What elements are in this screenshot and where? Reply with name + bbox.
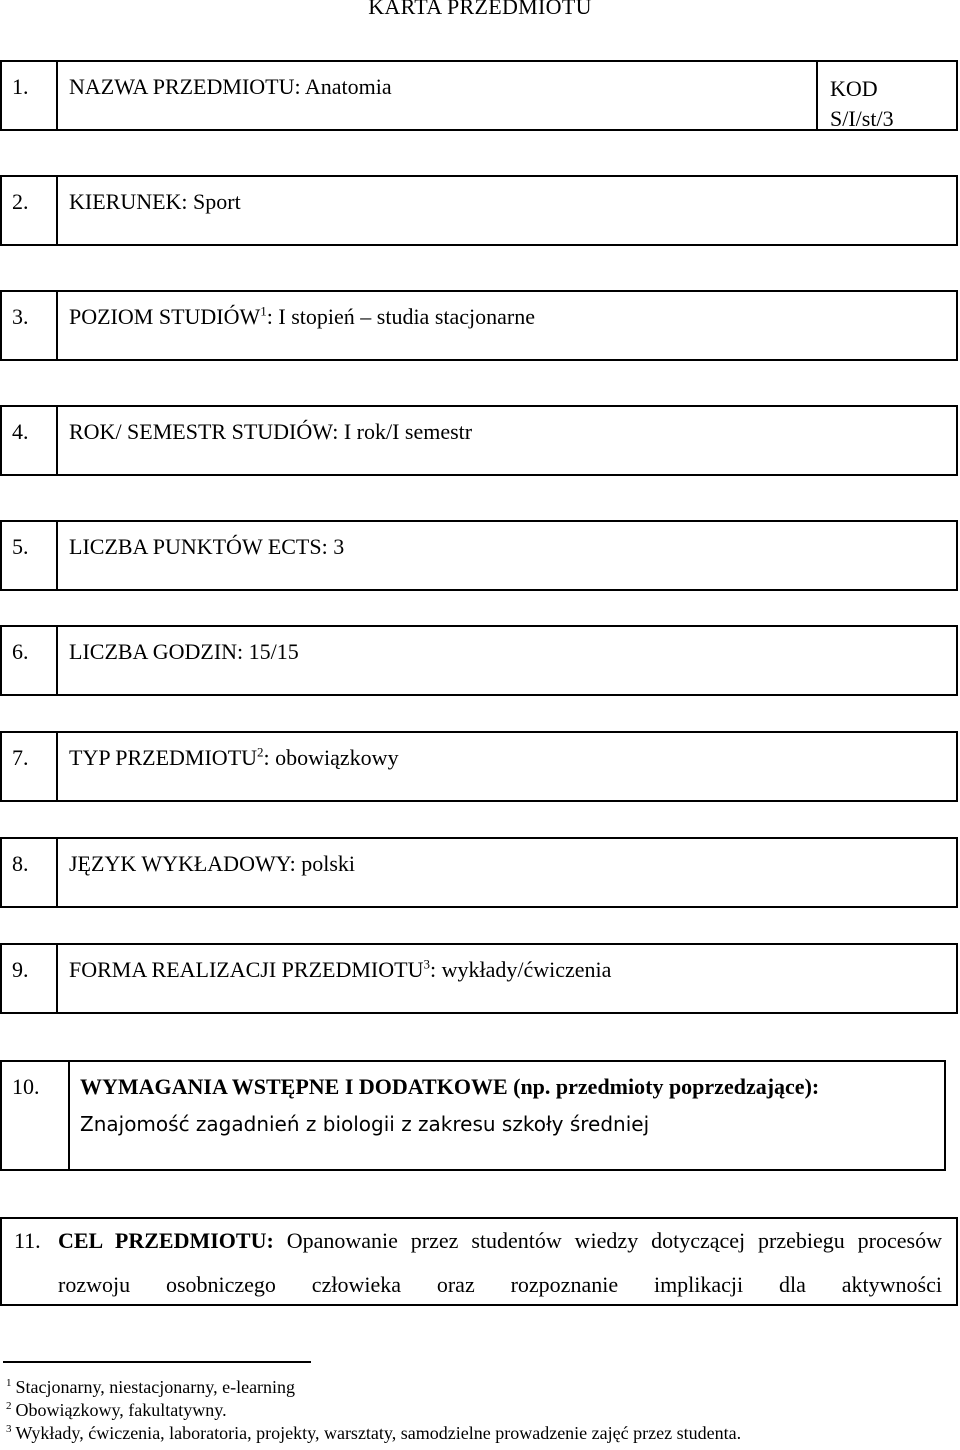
row-content xyxy=(58,733,956,800)
field-value: Sport xyxy=(187,189,241,214)
row-prerequisites xyxy=(0,1060,946,1171)
footnotes xyxy=(6,1376,741,1445)
field-label: KIERUNEK: xyxy=(69,189,188,214)
row-content xyxy=(58,522,956,589)
field-label: POZIOM STUDIÓW xyxy=(69,304,261,329)
row-number: 1. xyxy=(2,62,58,129)
row-content xyxy=(58,839,956,906)
row-number: 8. xyxy=(2,839,58,906)
row-number: 3. xyxy=(2,292,58,359)
footnote-ref: 3 xyxy=(423,956,430,972)
field-label-end: : xyxy=(429,957,437,982)
row-content xyxy=(58,407,956,474)
footnote-ref: 2 xyxy=(257,744,264,760)
footnote xyxy=(6,1422,741,1445)
field-value: polski xyxy=(295,851,355,876)
field-value: 3 xyxy=(327,534,345,559)
field-label: CEL PRZEDMIOTU: xyxy=(58,1228,274,1253)
footnote xyxy=(6,1376,741,1399)
row-subject-type xyxy=(0,731,958,802)
row-year-semester xyxy=(0,405,958,476)
row-form xyxy=(0,943,958,1014)
row-ects-points xyxy=(0,520,958,591)
row-number: 10. xyxy=(2,1062,70,1169)
row-content xyxy=(58,627,956,694)
field-value: I rok/I semestr xyxy=(338,419,473,444)
field-label: NAZWA PRZEDMIOTU: xyxy=(69,74,301,99)
row-content xyxy=(58,945,956,1012)
row-number: 4. xyxy=(2,407,58,474)
field-label: TYP PRZEDMIOTU xyxy=(69,745,258,770)
footnote-mark: 3 xyxy=(6,1423,12,1435)
footnote xyxy=(6,1399,741,1422)
row-number: 9. xyxy=(2,945,58,1012)
row-subject-goal xyxy=(0,1217,958,1306)
row-subject-name xyxy=(0,60,958,131)
field-label: JĘZYK WYKŁADOWY: xyxy=(69,851,296,876)
field-value: Anatomia xyxy=(300,74,392,99)
footnote-text: Obowiązkowy, fakultatywny. xyxy=(15,1400,227,1420)
row-number: 11. xyxy=(14,1228,41,1253)
row-content xyxy=(58,177,956,244)
row-number: 6. xyxy=(2,627,58,694)
code-label: KOD xyxy=(830,76,878,101)
row-content xyxy=(58,292,956,359)
field-label-end: : xyxy=(266,304,273,329)
field-value: Znajomość zagadnień z biologii z zakresu szkoły średniej xyxy=(80,1112,650,1136)
footnote-mark: 1 xyxy=(6,1377,12,1389)
row-content xyxy=(58,1219,956,1304)
row-number: 5. xyxy=(2,522,58,589)
row-field-of-study xyxy=(0,175,958,246)
footnote-text: Wykłady, ćwiczenia, laboratoria, projekty, warsztaty, samodzielne prowadzenie zajęć przez studenta. xyxy=(15,1423,742,1443)
row-study-level xyxy=(0,290,958,361)
footnote-mark: 2 xyxy=(6,1400,12,1412)
row-number: 7. xyxy=(2,733,58,800)
code-cell xyxy=(816,62,956,129)
field-label: FORMA REALIZACJI PRZEDMIOTU xyxy=(69,957,424,982)
footnote-separator xyxy=(3,1361,311,1363)
row-content xyxy=(58,62,816,129)
footnote-text: Stacjonarny, niestacjonarny, e-learning xyxy=(15,1377,296,1397)
row-language xyxy=(0,837,958,908)
field-value: I stopień – studia stacjonarne xyxy=(272,304,535,329)
page-title: KARTA PRZEDMIOTU xyxy=(368,0,592,19)
field-label-end: : xyxy=(263,745,270,770)
row-hours xyxy=(0,625,958,696)
code-value: S/I/st/3 xyxy=(830,106,894,131)
field-value: wykłady/ćwiczenia xyxy=(436,957,612,982)
field-label: LICZBA PUNKTÓW ECTS: xyxy=(69,534,328,559)
row-content xyxy=(70,1062,944,1169)
field-value: obowiązkowy xyxy=(269,745,399,770)
field-label: ROK/ SEMESTR STUDIÓW: xyxy=(69,419,339,444)
footnote-ref: 1 xyxy=(260,303,267,319)
field-label: LICZBA GODZIN: xyxy=(69,639,244,664)
field-label: WYMAGANIA WSTĘPNE I DODATKOWE (np. przedmioty poprzedzające): xyxy=(80,1074,820,1099)
field-value: 15/15 xyxy=(243,639,299,664)
field-value: Opanowanie przez studentów wiedzy dotyczącej przebiegu procesów rozwoju osobniczego człowieka oraz rozpoznanie implikacji dla aktywności xyxy=(58,1228,942,1297)
row-number: 2. xyxy=(2,177,58,244)
